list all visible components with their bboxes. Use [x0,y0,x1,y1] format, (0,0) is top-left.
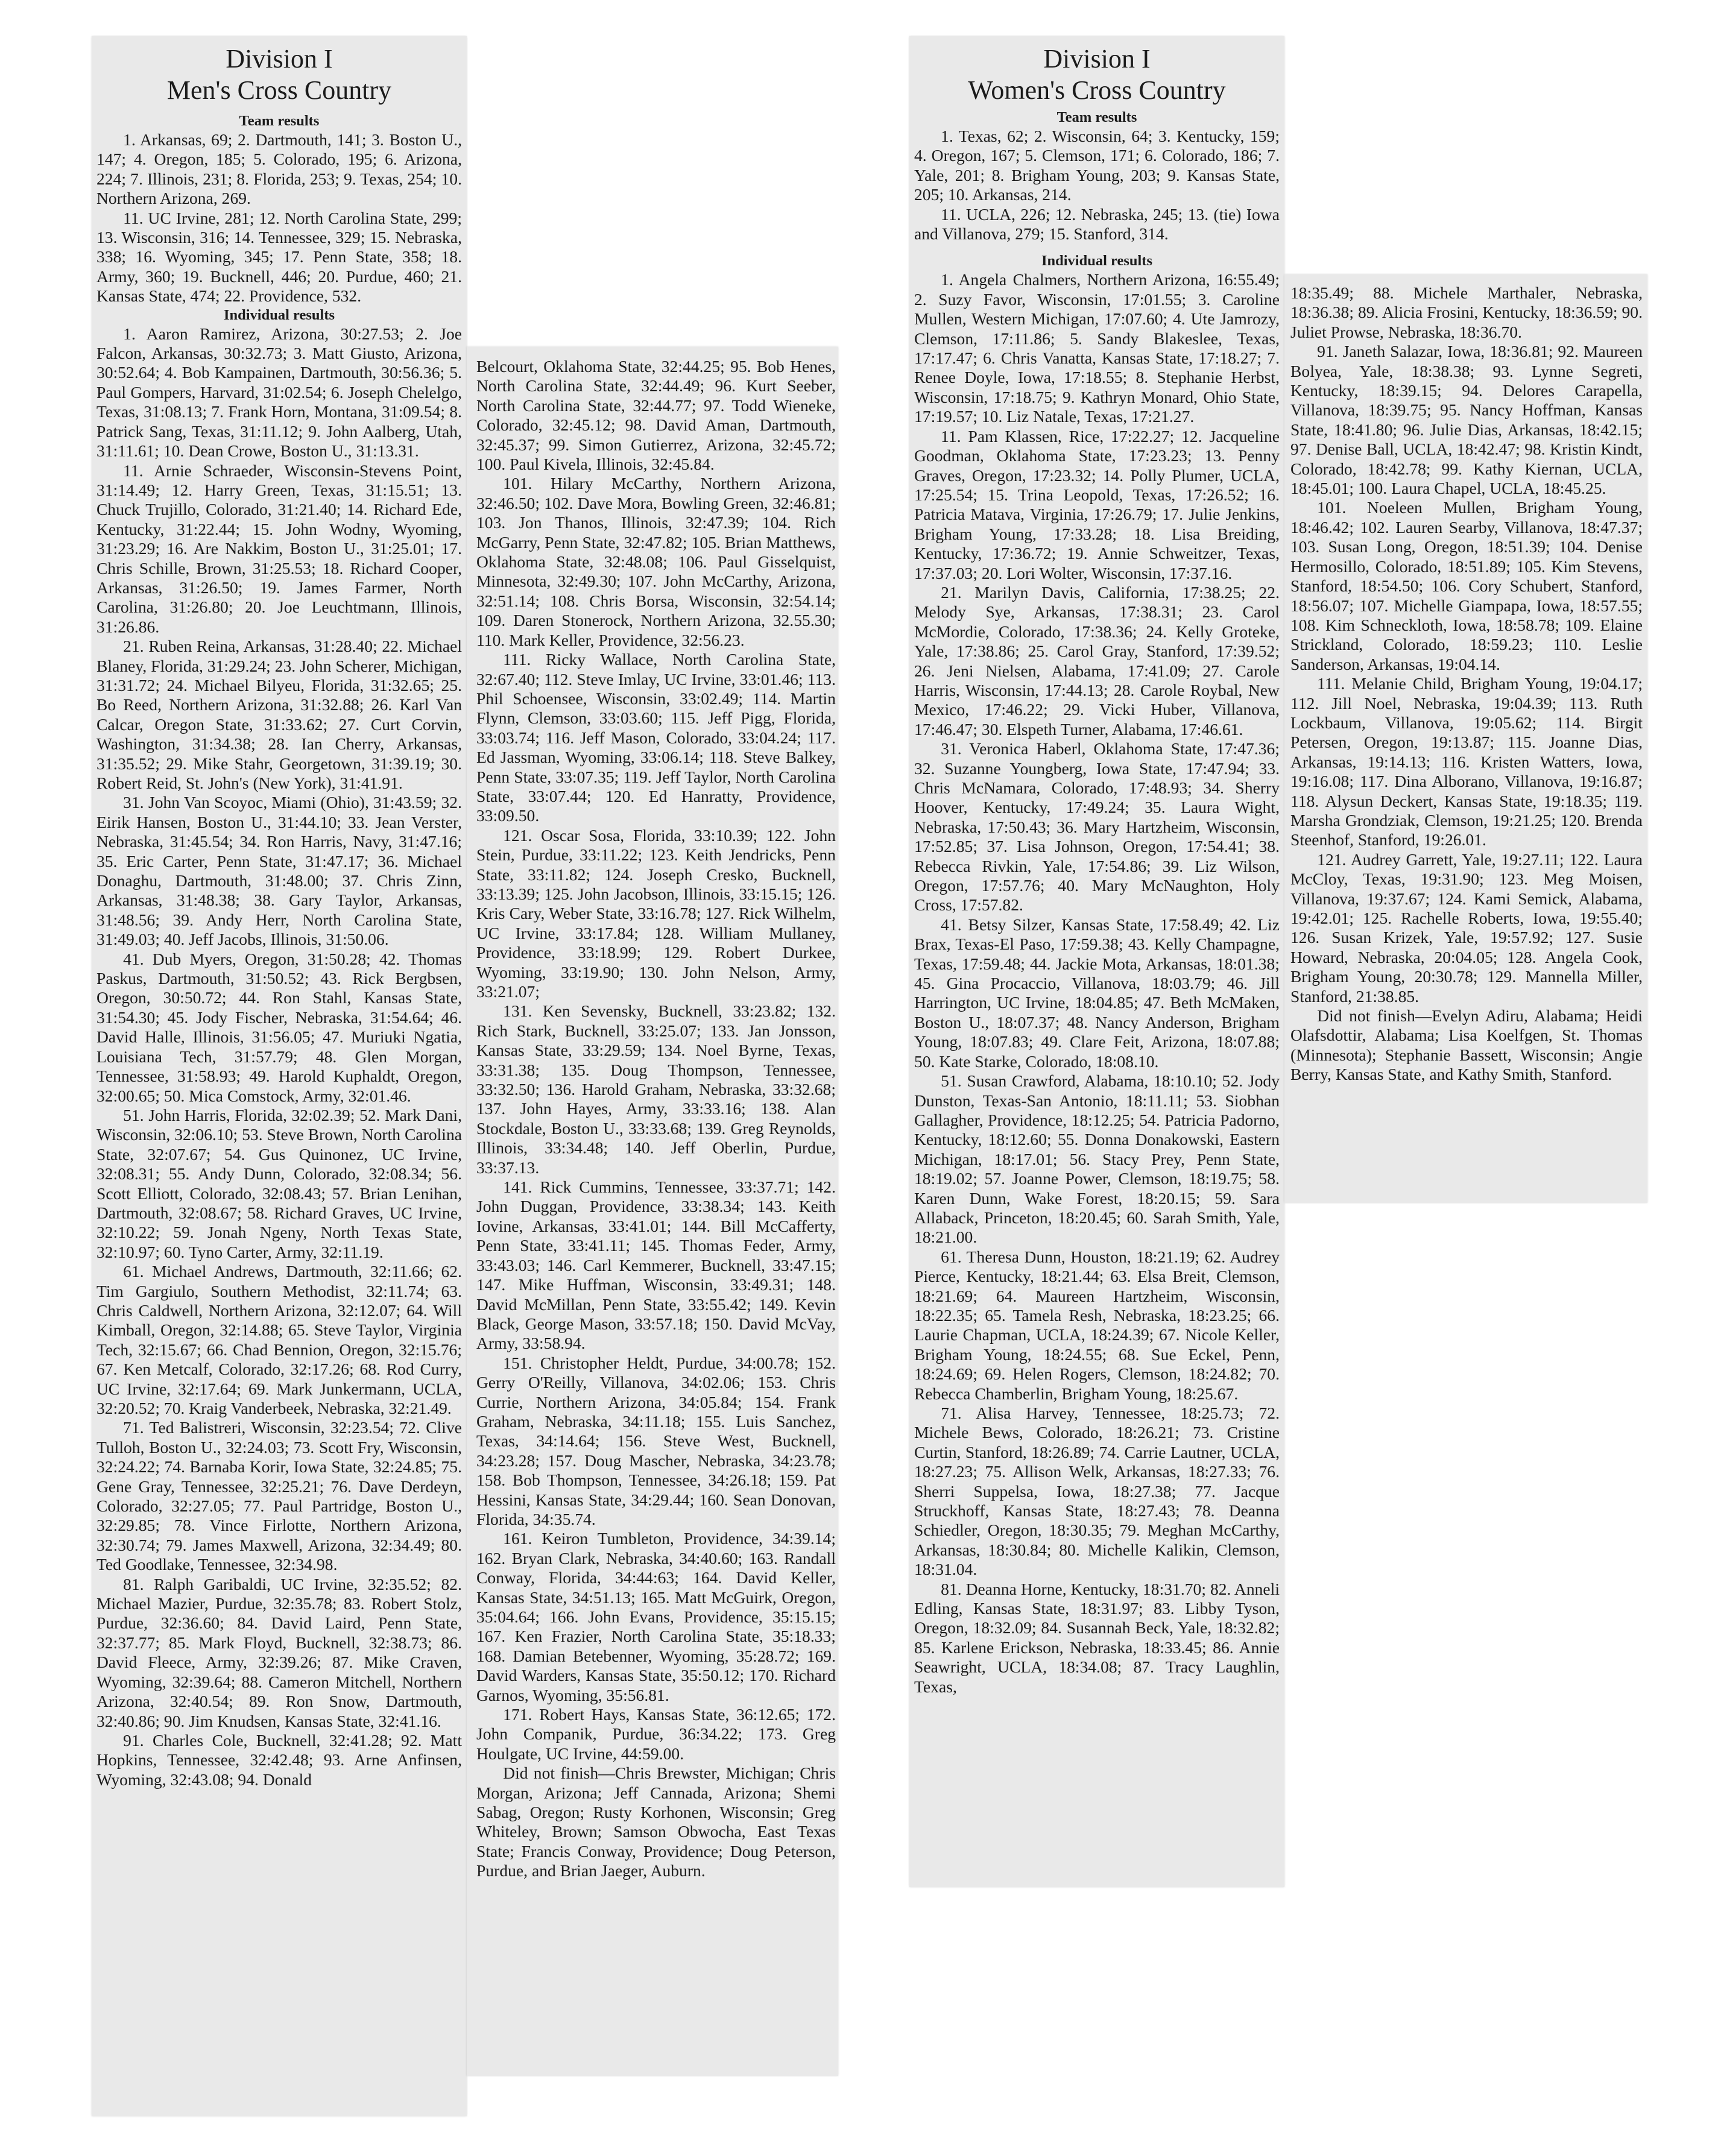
men-result-paragraph: 81. Ralph Garibaldi, UC Irvine, 32:35.52; 82. Michael Mazier, Purdue, 32:35.78; 83. Robert Stolz, Purdue, 32:36.60; 84. David Laird, Penn State, 32:37.77; 85. Mark Floyd, Bucknell, 32:38.73; 86. David Fleece, Army, 32:39.26; 87. Mike Craven, Wyoming, 32:39.64; 88. Cameron Mitchell, Northern Arizona, 32:40.54; 89. Ron Snow, Dartmouth, 32:40.86; 90. Jim Knudsen, Kansas State, 32:41.16. [96,1574,462,1730]
men-column-1 [96,112,462,1789]
women-individual-heading: Individual results [1041,253,1153,270]
men-team-result: 1. Arkansas, 69; 2. Dartmouth, 141; 3. Boston U., 147; 4. Oregon, 185; 5. Colorado, 195; 6. Arizona, 224; 7. Illinois, 231; 8. Florida, 253; 9. Texas, 254; 10. Northern Arizona, 269. [96,130,462,208]
men-result-paragraph: 151. Christopher Heldt, Purdue, 34:00.78; 152. Gerry O'Reilly, Villanova, 34:02.06; 153. Chris Currie, Northern Arizona, 34:05.84; 154. Frank Graham, Nebraska, 34:11.18; 155. Luis Sanchez, Texas, 34:14.64; 156. Steve West, Bucknell, 34:23.28; 157. Doug Mascher, Nebraska, 34:23.78; 158. Bob Thompson, Tennessee, 34:26.18; 159. Pat Hessini, Kansas State, 34:29.44; 160. Sean Donovan, Florida, 34:35.74. [476,1353,836,1528]
men-result-paragraph: 61. Michael Andrews, Dartmouth, 32:11.66; 62. Tim Gargiulo, Southern Methodist, 32:11.74; 63. Chris Caldwell, Northern Arizona, 32:12.07; 64. Will Kimball, Oregon, 32:14.88; 65. Steve Taylor, Virginia Tech, 32:15.67; 66. Chad Bennion, Oregon, 32:15.76; 67. Ken Metcalf, Colorado, 32:17.26; 68. Rod Curry, UC Irvine, 32:17.64; 69. Mark Junkermann, UCLA, 32:20.52; 70. Kraig Vanderbeek, Nebraska, 32:21.49. [96,1262,462,1417]
men-header [96,43,462,106]
women-result-paragraph: 1. Angela Chalmers, Northern Arizona, 16:55.49; 2. Suzy Favor, Wisconsin, 17:01.55; 3. Caroline Mullen, Western Michigan, 17:07.60; 4. Ute Jamrozy, Clemson, 17:11.86; 5. Sandy Blakeslee, Texas, 17:17.47; 6. Chris Vanatta, Kansas State, 17:18.27; 7. Renee Doyle, Iowa, 17:18.55; 8. Stephanie Herbst, Wisconsin, 17:18.75; 9. Kathryn Monard, Ohio State, 17:19.57; 10. Liz Natale, Texas, 17:21.27. [914,270,1280,426]
women-result-paragraph: 81. Deanna Horne, Kentucky, 18:31.70; 82. Anneli Edling, Kansas State, 18:31.97; 83. Libby Tyson, Oregon, 18:32.09; 84. Susannah Beck, Yale, 18:32.82; 85. Karlene Erickson, Nebraska, 18:33.45; 86. Annie Seawright, UCLA, 18:34.08; 87. Tracy Laughlin, Texas, [914,1579,1280,1696]
women-header [914,43,1280,106]
men-result-paragraph: 171. Robert Hays, Kansas State, 36:12.65; 172. John Companik, Purdue, 36:34.22; 173. Greg Houlgate, UC Irvine, 44:59.00. [476,1705,836,1763]
men-result-paragraph: Belcourt, Oklahoma State, 32:44.25; 95. Bob Henes, North Carolina State, 32:44.49; 96. Kurt Seeber, North Carolina State, 32:44.77; 97. Todd Wieneke, Colorado, 32:45.12; 98. David Aman, Dartmouth, 32:45.37; 99. Simon Gutierrez, Arizona, 32:45.72; 100. Paul Kivela, Illinois, 32:45.84. [476,357,836,474]
men-result-paragraph: 111. Ricky Wallace, North Carolina State, 32:67.40; 112. Steve Imlay, UC Irvine, 33:01.46; 113. Phil Schoensee, Wisconsin, 33:02.49; 114. Martin Flynn, Clemson, 33:03.60; 115. Jeff Pigg, Florida, 33:03.74; 116. Jeff Mason, Colorado, 33:04.24; 117. Ed Jassman, Wyoming, 33:06.14; 118. Steve Balkey, Penn State, 33:07.35; 119. Jeff Taylor, North Carolina State, 33:07.44; 120. Ed Hanratty, Providence, 33:09.50. [476,650,836,825]
women-result-paragraph: 18:35.49; 88. Michele Marthaler, Nebraska, 18:36.38; 89. Alicia Frosini, Kentucky, 18:36.59; 90. Juliet Prowse, Nebraska, 18:36.70. [1290,283,1643,341]
men-result-paragraph: 131. Ken Sevensky, Bucknell, 33:23.82; 132. Rich Stark, Bucknell, 33:25.07; 133. Jan Jonsson, Kansas State, 33:29.59; 134. Noel Byrne, Texas, 33:31.38; 135. Doug Thompson, Tennessee, 33:32.50; 136. Harold Graham, Nebraska, 33:32.68; 137. John Hayes, Army, 33:33.16; 138. Alan Stockdale, Boston U., 33:33.68; 139. Greg Reynolds, Illinois, 33:34.48; 140. Jeff Oberlin, Purdue, 33:37.13. [476,1001,836,1177]
men-result-paragraph: 91. Charles Cole, Bucknell, 32:41.28; 92. Matt Hopkins, Tennessee, 32:42.48; 93. Arne Anfinsen, Wyoming, 32:43.08; 94. Donald [96,1730,462,1789]
women-section-title: Women's Cross Country [968,75,1226,105]
women-result-paragraph: 51. Susan Crawford, Alabama, 18:10.10; 52. Jody Dunston, Texas-San Antonio, 18:11.11; 53. Siobhan Gallagher, Providence, 18:12.25; 54. Patricia Padorno, Kentucky, 18:12.60; 55. Donna Donakowski, Eastern Michigan, 18:17.01; 56. Stacy Prey, Penn State, 18:19.02; 57. Joanne Power, Clemson, 18:19.75; 58. Karen Dunn, Wake Forest, 18:20.15; 59. Sara Allaback, Princeton, 18:20.45; 60. Sarah Smith, Yale, 18:21.00. [914,1071,1280,1247]
women-result-paragraph: 121. Audrey Garrett, Yale, 19:27.11; 122. Laura McCloy, Texas, 19:31.90; 123. Meg Moisen, Villanova, 19:37.67; 124. Kami Semick, Alabama, 19:42.01; 125. Rachelle Roberts, Iowa, 19:55.40; 126. Susan Krizek, Yale, 19:57.92; 127. Susie Howard, Nebraska, 20:04.05; 128. Angela Cook, Brigham Young, 20:30.78; 129. Mannella Miller, Stanford, 21:38.85. [1290,849,1643,1006]
men-individual-heading: Individual results [223,306,335,323]
men-result-paragraph: 41. Dub Myers, Oregon, 31:50.28; 42. Thomas Paskus, Dartmouth, 31:50.52; 43. Rick Bergbsen, Oregon, 30:50.72; 44. Ron Stahl, Kansas State, 31:54.30; 45. Jody Fischer, Nebraska, 31:54.64; 46. David Halle, Illinois, 31:56.05; 47. Muriuki Ngatia, Louisiana Tech, 31:57.79; 48. Glen Morgan, Tennessee, 31:58.93; 49. Harold Kuphaldt, Oregon, 32:00.65; 50. Mica Comstock, Army, 32:01.46. [96,949,462,1105]
men-result-paragraph: 141. Rick Cummins, Tennessee, 33:37.71; 142. John Duggan, Providence, 33:38.34; 143. Keith Iovine, Arkansas, 33:41.01; 144. Bill McCafferty, Penn State, 33:41.11; 145. Thomas Feder, Army, 33:43.03; 146. Carl Kemmerer, Bucknell, 33:47.15; 147. Mike Huffman, Wisconsin, 33:49.31; 148. David McMillan, Penn State, 33:55.42; 149. Kevin Black, George Mason, 33:57.18; 150. David McVay, Army, 33:58.94. [476,1177,836,1353]
women-result-paragraph: 11. Pam Klassen, Rice, 17:22.27; 12. Jacqueline Goodman, Oklahoma State, 17:23.23; 13. Penny Graves, Oregon, 17:23.32; 14. Polly Plumer, UCLA, 17:25.54; 15. Trina Leopold, Texas, 17:26.52; 16. Patricia Matava, Virginia, 17:26.79; 17. Julie Jenkins, Brigham Young, 17:33.28; 18. Lisa Breiding, Kentucky, 17:36.72; 19. Annie Schweitzer, Texas, 17:37.03; 20. Lori Wolter, Wisconsin, 17:37.16. [914,426,1280,582]
women-result-paragraph: 21. Marilyn Davis, California, 17:38.25; 22. Melody Sye, Arkansas, 17:38.31; 23. Carol McMordie, Colorado, 17:38.36; 24. Kelly Groteke, Yale, 17:38.86; 25. Carol Gray, Stanford, 17:39.52; 26. Jeni Nielsen, Alabama, 17:41.09; 27. Carole Harris, Wisconsin, 17:44.13; 28. Carole Roybal, New Mexico, 17:46.22; 29. Vicki Huber, Villanova, 17:46.47; 30. Elspeth Turner, Alabama, 17:46.61. [914,582,1280,739]
men-result-paragraph: 161. Keiron Tumbleton, Providence, 34:39.14; 162. Bryan Clark, Nebraska, 34:40.60; 163. Randall Conway, Florida, 34:44:63; 164. David Keller, Kansas State, 34:51.13; 165. Matt McGuirk, Oregon, 35:04.64; 166. John Evans, Providence, 35:15.15; 167. Ken Frazier, North Carolina State, 35:18.33; 168. Damian Betebenner, Wyoming, 35:28.72; 169. David Warders, Kansas State, 35:50.12; 170. Richard Garnos, Wyoming, 35:56.81. [476,1529,836,1704]
women-column-1 [914,109,1280,1697]
men-result-paragraph: 31. John Van Scoyoc, Miami (Ohio), 31:43.59; 32. Eirik Hansen, Boston U., 31:44.10; 33. Jean Verster, Nebraska, 31:45.54; 34. Ron Harris, Navy, 31:47.16; 35. Eric Carter, Penn State, 31:47.17; 36. Michael Donaghu, Dartmouth, 31:48.00; 37. Chris Zinn, Arkansas, 31:48.38; 38. Gary Taylor, Arkansas, 31:48.56; 39. Andy Herr, North Carolina State, 31:49.03; 40. Jeff Jacobs, Illinois, 31:50.06. [96,793,462,949]
women-team-heading: Team results [1056,109,1137,125]
women-result-paragraph: 111. Melanie Child, Brigham Young, 19:04.17; 112. Jill Noel, Nebraska, 19:04.39; 113. Ruth Lockbaum, Villanova, 19:05.62; 114. Birgit Petersen, Oregon, 19:13.87; 115. Joanne Dias, Arkansas, 19:14.13; 116. Kristen Watters, Iowa, 19:16.08; 117. Dina Alborano, Villanova, 19:16.87; 118. Alysun Deckert, Kansas State, 19:18.35; 119. Marsha Grondziak, Clemson, 19:21.25; 120. Brenda Steenhof, Stanford, 19:26.01. [1290,674,1643,849]
women-column-2 [1290,283,1643,1085]
women-team-result: 11. UCLA, 226; 12. Nebraska, 245; 13. (tie) Iowa and Villanova, 279; 15. Stanford, 314. [914,204,1280,244]
men-result-paragraph: 11. Arnie Schraeder, Wisconsin-Stevens Point, 31:14.49; 12. Harry Green, Texas, 31:15.51; 13. Chuck Trujillo, Colorado, 31:21.40; 14. Richard Ede, Kentucky, 31:22.44; 15. John Wodny, Wyoming, 31:23.29; 16. Are Nakkim, Boston U., 31:25.01; 17. Chris Schille, Brown, 31:25.53; 18. Richard Cooper, Arkansas, 31:26.50; 19. James Farmer, North Carolina, 31:26.80; 20. Joe Leuchtmann, Illinois, 31:26.86. [96,461,462,636]
men-result-paragraph: 71. Ted Balistreri, Wisconsin, 32:23.54; 72. Clive Tulloh, Boston U., 32:24.03; 73. Scott Fry, Wisconsin, 32:24.22; 74. Barnaba Korir, Iowa State, 32:24.85; 75. Gene Gray, Tennessee, 32:25.21; 76. Dave Derdeyn, Colorado, 32:27.05; 77. Paul Partridge, Boston U., 32:29.85; 78. Vince Firlotte, Northern Arizona, 32:30.74; 79. James Maxwell, Arizona, 32:34.49; 80. Ted Goodlake, Tennessee, 32:34.98. [96,1418,462,1574]
women-result-paragraph: 101. Noeleen Mullen, Brigham Young, 18:46.42; 102. Lauren Searby, Villanova, 18:47.37; 103. Susan Long, Oregon, 18:51.39; 104. Denise Hermosillo, Colorado, 18:51.89; 105. Kim Stevens, Stanford, 18:54.50; 106. Cory Schubert, Stanford, 18:56.07; 107. Michelle Giampapa, Iowa, 18:57.55; 108. Kim Schneckloth, Iowa, 18:58.78; 109. Elaine Strickland, Colorado, 18:59.23; 110. Leslie Sanderson, Arkansas, 19:04.14. [1290,498,1643,673]
women-did-not-finish: Did not finish—Evelyn Adiru, Alabama; Heidi Olafsdottir, Alabama; Lisa Koelfgen, St. Thomas (Minnesota); Stephanie Bassett, Wisconsin; Angie Berry, Kansas State, and Kathy Smith, Stanford. [1290,1006,1643,1084]
women-result-paragraph: 71. Alisa Harvey, Tennessee, 18:25.73; 72. Michele Bews, Colorado, 18:26.21; 73. Cristine Curtin, Stanford, 18:26.89; 74. Carrie Lautner, UCLA, 18:27.23; 75. Allison Welk, Arkansas, 18:27.33; 76. Sherri Suppelsa, Iowa, 18:27.38; 77. Jacque Struckhoff, Kansas State, 18:27.43; 78. Deanna Schiedler, Oregon, 18:30.35; 79. Meghan McCarthy, Arkansas, 18:30.84; 80. Michelle Kalikin, Clemson, 18:31.04. [914,1404,1280,1579]
men-result-paragraph: 101. Hilary McCarthy, Northern Arizona, 32:46.50; 102. Dave Mora, Bowling Green, 32:46.81; 103. Jon Thanos, Illinois, 32:47.39; 104. Rich McGarry, Penn State, 32:47.82; 105. Brian Matthews, Oklahoma State, 32:48.08; 106. Paul Gisselquist, Minnesota, 32:49.30; 107. John McCarthy, Arizona, 32:51.14; 108. Chris Borsa, Wisconsin, 32:54.14; 109. Daren Stonerock, Northern Arizona, 32.55.30; 110. Mark Keller, Providence, 32:56.23. [476,474,836,649]
women-result-paragraph: 91. Janeth Salazar, Iowa, 18:36.81; 92. Maureen Bolyea, Yale, 18:38.38; 93. Lynne Segreti, Kentucky, 18:39.15; 94. Delores Carapella, Villanova, 18:39.75; 95. Nancy Hoffman, Kansas State, 18:41.80; 96. Julie Dias, Arkansas, 18:42.15; 97. Denise Ball, UCLA, 18:42.47; 98. Kristin Kindt, Colorado, 18:42.78; 99. Kathy Kiernan, UCLA, 18:45.01; 100. Laura Chapel, UCLA, 18:45.25. [1290,342,1643,498]
men-result-paragraph: 21. Ruben Reina, Arkansas, 31:28.40; 22. Michael Blaney, Florida, 31:29.24; 23. John Scherer, Michigan, 31:31.72; 24. Michael Bilyeu, Florida, 31:32.65; 25. Bo Reed, Northern Arizona, 31:32.88; 26. Karl Van Calcar, Oregon State, 31:33.62; 27. Curt Corvin, Washington, 31:34.38; 28. Ian Cherry, Arkansas, 31:35.52; 29. Mike Stahr, Georgetown, 31:39.19; 30. Robert Reid, St. John's (New York), 31:41.91. [96,637,462,792]
men-did-not-finish: Did not finish—Chris Brewster, Michigan; Chris Morgan, Arizona; Jeff Cannada, Arizona; Shemi Sabag, Oregon; Rusty Korhonen, Wisconsin; Greg Whiteley, Brown; Samson Obwocha, East Texas State; Francis Conway, Providence; Doug Peterson, Purdue, and Brian Jaeger, Auburn. [476,1764,836,1880]
women-result-paragraph: 41. Betsy Silzer, Kansas State, 17:58.49; 42. Liz Brax, Texas-El Paso, 17:59.38; 43. Kelly Champagne, Texas, 17:59.48; 44. Jackie Mota, Arkansas, 18:01.38; 45. Gina Procaccio, Villanova, 18:03.79; 46. Jill Harrington, UC Irvine, 18:04.85; 47. Beth McMaken, Boston U., 18:07.37; 48. Nancy Anderson, Brigham Young, 18:07.83; 49. Clare Feit, Arizona, 18:07.88; 50. Kate Starke, Colorado, 18:08.10. [914,915,1280,1071]
men-result-paragraph: 51. John Harris, Florida, 32:02.39; 52. Mark Dani, Wisconsin, 32:06.10; 53. Steve Brown, North Carolina State, 32:07.67; 54. Gus Quinonez, UC Irvine, 32:08.31; 55. Andy Dunn, Colorado, 32:08.34; 56. Scott Elliott, Colorado, 32:08.43; 57. Brian Lenihan, Dartmouth, 32:08.67; 58. Richard Graves, UC Irvine, 32:10.22; 59. Jonah Ngeny, North Texas State, 32:10.97; 60. Tyno Carter, Army, 32:11.19. [96,1105,462,1261]
women-team-result: 1. Texas, 62; 2. Wisconsin, 64; 3. Kentucky, 159; 4. Oregon, 167; 5. Clemson, 171; 6. Colorado, 186; 7. Yale, 201; 8. Brigham Young, 203; 9. Kansas State, 205; 10. Arkansas, 214. [914,127,1280,204]
men-division-title: Division I [226,44,333,74]
men-team-heading: Team results [239,113,320,129]
women-division-title: Division I [1043,44,1151,74]
women-result-paragraph: 61. Theresa Dunn, Houston, 18:21.19; 62. Audrey Pierce, Kentucky, 18:21.44; 63. Elsa Breit, Clemson, 18:21.69; 64. Maureen Hartzheim, Wisconsin, 18:22.35; 65. Tamela Resh, Nebraska, 18:23.25; 66. Laurie Chapman, UCLA, 18:24.39; 67. Nicole Keller, Brigham Young, 18:24.55; 68. Sue Eckel, Penn, 18:24.69; 69. Helen Rogers, Clemson, 18:24.82; 70. Rebecca Chamberlin, Brigham Young, 18:25.67. [914,1247,1280,1403]
men-section-title: Men's Cross Country [166,75,392,105]
women-result-paragraph: 31. Veronica Haberl, Oklahoma State, 17:47.36; 32. Suzanne Youngberg, Iowa State, 17:47.94; 33. Chris McNamara, Colorado, 17:48.93; 34. Sherry Hoover, Kentucky, 17:49.24; 35. Laura Wight, Nebraska, 17:50.43; 36. Mary Hartzheim, Wisconsin, 17:52.85; 37. Lisa Johnson, Oregon, 17:54.41; 38. Rebecca Rivkin, Yale, 17:54.86; 39. Liz Wilson, Oregon, 17:57.76; 40. Mary McNaughton, Holy Cross, 17:57.82. [914,739,1280,915]
men-result-paragraph: 1. Aaron Ramirez, Arizona, 30:27.53; 2. Joe Falcon, Arkansas, 30:32.73; 3. Matt Giusto, Arizona, 30:52.64; 4. Bob Kampainen, Dartmouth, 30:56.36; 5. Paul Gompers, Harvard, 31:02.54; 6. Joseph Chelelgo, Texas, 31:08.13; 7. Frank Horn, Montana, 31:09.54; 8. Patrick Sang, Texas, 31:11.12; 9. John Aalberg, Utah, 31:11.61; 10. Dean Crowe, Boston U., 31:13.31. [96,324,462,461]
men-team-result: 11. UC Irvine, 281; 12. North Carolina State, 299; 13. Wisconsin, 316; 14. Tennessee, 329; 15. Nebraska, 338; 16. Wyoming, 345; 17. Penn State, 358; 18. Army, 360; 19. Bucknell, 446; 20. Purdue, 460; 21. Kansas State, 474; 22. Providence, 532. [96,208,462,306]
men-result-paragraph: 121. Oscar Sosa, Florida, 33:10.39; 122. John Stein, Purdue, 33:11.22; 123. Keith Jendricks, Penn State, 33:11.82; 124. Joseph Cresko, Bucknell, 33:13.39; 125. John Jacobson, Illinois, 33:15.15; 126. Kris Cary, Weber State, 33:16.78; 127. Rick Wilhelm, UC Irvine, 33:17.84; 128. William Mullaney, Providence, 33:18.99; 129. Robert Durkee, Wyoming, 33:19.90; 130. John Nelson, Army, 33:21.07; [476,825,836,1001]
men-column-2 [476,357,836,1881]
